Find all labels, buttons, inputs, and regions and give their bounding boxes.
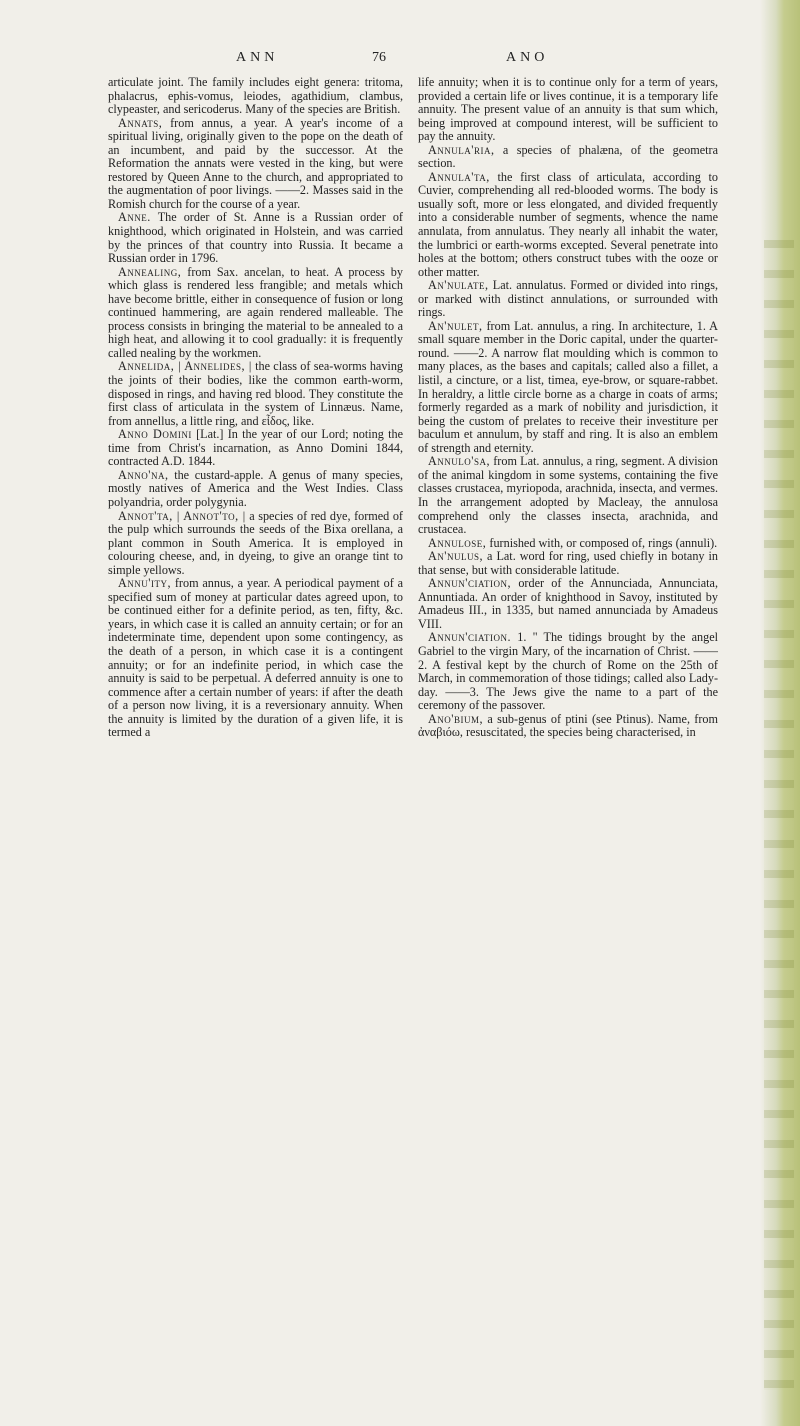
entry-headword: Anno'na, (118, 467, 169, 482)
entry-text: a Lat. word for ring, used chiefly in botany in that sense, but with considerable latitude. (418, 549, 718, 577)
entry-headword: Annun'ciation. (428, 630, 512, 645)
entry-headword: An'nulus, (428, 549, 484, 564)
dictionary-entry (108, 266, 403, 361)
dictionary-entry (418, 455, 718, 536)
entry-text: the custard-apple. A genus of many species, mostly natives of America and the West Indies. Class polyandria, order polygynia. (108, 467, 403, 509)
entry-headword: Anne. (118, 210, 151, 225)
entry-headword: Ano'bium, (428, 711, 484, 726)
dictionary-entry (418, 631, 718, 712)
entry-text: order of the Annunciada, Annunciata, Annuntiada. An order of knighthood in Savoy, instituted by Amadeus III., in 1335, but named annunciada by Amadeus VIII. (418, 576, 718, 631)
entry-headword: Annot'ta, | Annot'to, | (118, 508, 246, 523)
entry-text: from Lat. annulus, a ring. In architecture, 1. A small square member in the Doric capital, under the quarter-round. ——2. A narrow flat moulding which is common to many places, as the bases and capitals; called also a fillet, a listil, a cincture, or a list, timea, eye-brow, or square-rabbet. In heraldry, a little circle borne as a charge in coats of arms; formerly regarded as a mark of nobility and jurisdiction, it being the custom of prelates to receive their investiture per baculum et annulum, by staff and ring. It is also an emblem of strength and eternity. (418, 318, 718, 455)
entry-text: 1. " The tidings brought by the angel Gabriel to the virgin Mary, of the incarnation of Christ. ——2. A festival kept by the church of Rome on the 25th of March, in commemoration of those tidings; called also Lady-day. ——3. The Jews give the name to a part of the ceremony of the passover. (418, 630, 718, 713)
entry-text: life annuity; when it is to continue only for a term of years, provided a certain life or lives continue, it is a temporary life annuity. The present value of an annuity is that sum which, being improved at compound interest, will be sufficient to pay the annuity. (418, 75, 718, 144)
header-left-guide-word: ANN (236, 50, 279, 65)
entry-text: a species of red dye, formed of the pulp which surrounds the seeds of the Bixa orellana, a plant common in South America. It is employed in colouring cheese, and, in dyeing, to give an orange tint to simple yellows. (108, 508, 403, 577)
dictionary-entry (418, 577, 718, 631)
entry-headword: Annats, (118, 115, 163, 130)
dictionary-entry (108, 117, 403, 212)
entry-text: from annus, a year. A periodical payment of a specified sum of money at particular dates agreed upon, to be continued either for a definite period, as ten, fifty, &c. years, in which case it is called an annuity certain; or for an indeterminate time, dependent upon some contingency, as the death of a person, in which case it is a contingent annuity; or for an indefinite period, in which case the annuity is said to be perpetual. A deferred annuity is one to commence after a certain number of years: if after the death of a person now living, it is a reversionary annuity. When the annuity is limited by the duration of a given life, it is termed a (108, 576, 403, 740)
page-number: 76 (372, 50, 386, 65)
entry-text: [Lat.] In the year of our Lord; noting the time from Christ's incarnation, as Anno Domini 1844, contracted A.D. 1844. (108, 427, 403, 469)
entry-text: a species of phalæna, of the geometra section. (418, 142, 718, 171)
dictionary-entry (418, 537, 718, 551)
entry-headword: Annula'ta, (428, 169, 490, 184)
dictionary-entry (418, 144, 718, 171)
entry-headword: Annulo'sa, (428, 454, 491, 469)
dictionary-entry (108, 577, 403, 740)
entry-text: the class of sea-worms having the joints of their bodies, like the common earth-worm, disposed in rings, and having red blood. They constitute the first class of articulata in the system of Linnæus. Name, from annellus, a little ring, and εἶδος, like. (108, 359, 404, 428)
dictionary-entry (108, 469, 403, 510)
page-edge-shading (764, 240, 794, 1390)
entry-headword: Annulose, (428, 535, 487, 550)
entry-text: from annus, a year. A year's income of a spiritual living, originally given to the pope on the death of an incumbent, and paid by the successor. At the Reformation the annats were vested in the king, but were restored by Queen Anne to the church, and appropriated to the augmentation of poor livings. ——2. Masses said in the Romish church for the course of a year. (108, 115, 403, 211)
running-header (0, 50, 800, 74)
dictionary-entry (108, 360, 403, 428)
continued-entry (108, 76, 403, 117)
entry-headword: Annu'ity, (118, 576, 172, 591)
entry-headword: Annealing, (118, 264, 182, 279)
entry-headword: Annelida, | Annelides, | (118, 359, 252, 374)
dictionary-entry (418, 713, 718, 740)
dictionary-entry (418, 550, 718, 577)
entry-headword: Annun'ciation, (428, 576, 512, 591)
entry-headword: An'nulate, (428, 278, 489, 293)
left-column (108, 76, 403, 740)
right-column (418, 76, 718, 740)
dictionary-entry (108, 428, 403, 469)
dictionary-entry (418, 320, 718, 455)
entry-headword: Anno Domini (118, 427, 192, 442)
entry-headword: An'nulet, (428, 318, 483, 333)
entry-text: furnished with, or composed of, rings (annuli). (486, 535, 718, 550)
entry-text: from Lat. annulus, a ring, segment. A division of the animal kingdom in some systems, containing the five classes crustacea, myriopoda, arachnida, insecta, and vermes. In the arrangement adopted by Macleay, the annulosa comprehend only the classes insecta, arachnida, and crustacea. (418, 454, 718, 537)
entry-text: a sub-genus of ptini (see Ptinus). Name, from ἀναβιόω, resuscitated, the species being characterised, in (418, 711, 718, 740)
header-right-guide-word: ANO (506, 50, 549, 65)
entry-text: The order of St. Anne is a Russian order of knighthood, which originated in Holstein, and was carried by the princes of that country into Russia. It became a Russian order in 1796. (108, 210, 403, 266)
dictionary-entry (418, 171, 718, 279)
entry-text: articulate joint. The family includes eight genera: tritoma, phalacrus, ephis-vomus, leiodes, agathidium, clambus, clypeaster, and sericoderus. Many of the species are British. (108, 75, 403, 117)
dictionary-entry (108, 211, 403, 265)
entry-text: Lat. annulatus. Formed or divided into rings, or marked with distinct annulations, or surrounded with rings. (418, 278, 718, 320)
dictionary-entry (108, 510, 403, 578)
continued-entry (418, 76, 718, 144)
dictionary-entry (418, 279, 718, 320)
entry-text: the first class of articulata, according to Cuvier, comprehending all red-blooded worms. The body is usually soft, more or less elongated, and divided frequently into a considerable number of segments, whence the name annulata, from annulatus. They nearly all inhabit the water, the lumbrici or earth-worms excepted. Several penetrate into holes at the bottom; others construct tubes with the ooze or other matter. (418, 169, 718, 279)
entry-headword: Annula'ria, (428, 142, 495, 157)
entry-text: from Sax. ancelan, to heat. A process by which glass is rendered less frangible; and metals which have become brittle, either in consequence of fusion or long continued hammering, are again rendered malleable. The process consists in bringing the material to be annealed to a high heat, and allowing it to cool gradually: it is frequently called nealing by the workmen. (108, 264, 403, 360)
